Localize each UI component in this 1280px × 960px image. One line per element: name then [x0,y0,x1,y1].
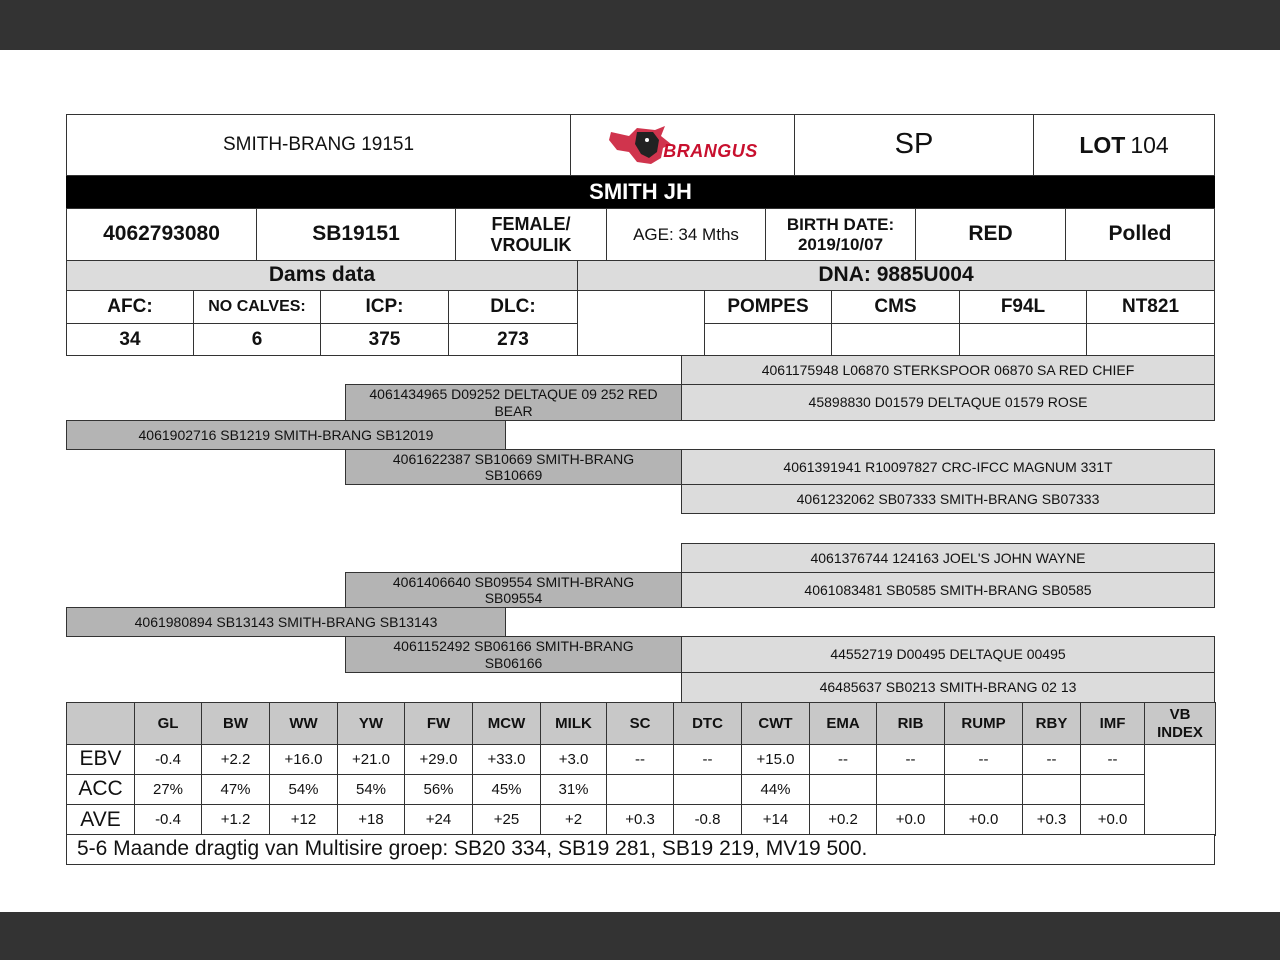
ebv-cell: -- [1022,744,1081,775]
pedigree-sire: 4061902716 SB1219 SMITH-BRANG SB12019 [66,420,506,450]
horn-status: Polled [1065,208,1215,261]
top-band [0,0,1280,50]
ebv-cell: +0.0 [944,804,1023,836]
pedigree-dam-dam-dam: 46485637 SB0213 SMITH-BRANG 02 13 [681,672,1215,703]
ebv-cell: 45% [472,774,541,805]
no-calves-header: NO CALVES: [193,290,321,324]
ebv-header-rump: RUMP [944,702,1023,745]
ebv-cell [606,774,674,805]
lot-label: LOT [1079,131,1126,158]
ebv-cell: -0.4 [134,804,202,836]
dna-test-cms: CMS [831,290,960,324]
ebv-cell: 31% [540,774,607,805]
ebv-cell: -- [944,744,1023,775]
ebv-row-label-ebv: EBV [66,744,135,775]
ebv-header-dtc: DTC [673,702,742,745]
ebv-cell: 44% [741,774,810,805]
dna-result-pompes [704,323,832,356]
ebv-cell: +15.0 [741,744,810,775]
ebv-cell: +0.3 [1022,804,1081,836]
birth-date-label: BIRTH DATE: [786,214,895,234]
ebv-header-gl: GL [134,702,202,745]
dna-title: DNA: 9885U004 [577,260,1215,291]
ebv-cell: +16.0 [269,744,338,775]
sex: FEMALE/ VROULIK [455,208,607,261]
afc-value: 34 [66,323,194,356]
ebv-cell: +0.3 [606,804,674,836]
lot-number: 104 [1130,131,1169,158]
age: AGE: 34 Mths [606,208,766,261]
pedigree-dam-sire-sire: 4061376744 124163 JOEL'S JOHN WAYNE [681,543,1215,573]
dlc-header: DLC: [448,290,578,324]
ebv-header-ww: WW [269,702,338,745]
ebv-cell: +12 [269,804,338,836]
ebv-cell: +29.0 [404,744,473,775]
ebv-cell [876,774,945,805]
ebv-cell [809,774,877,805]
birth-date: 2019/10/07 [797,234,884,254]
pedigree-sire-dam-dam: 4061232062 SB07333 SMITH-BRANG SB07333 [681,484,1215,514]
ebv-header-corner [66,702,135,745]
ebv-cell: 54% [337,774,405,805]
ebv-header-vb-index: VB INDEX [1144,702,1216,745]
pedigree-dam-sire-dam: 4061083481 SB0585 SMITH-BRANG SB0585 [681,572,1215,608]
category-code: SP [794,114,1034,176]
ebv-cell: -- [809,744,877,775]
animal-name: SMITH-BRANG 19151 [66,114,571,176]
dna-result-cms [831,323,960,356]
icp-header: ICP: [320,290,449,324]
ebv-cell: +25 [472,804,541,836]
lot-cell [1033,114,1215,176]
pedigree-sire-sire-sire: 4061175948 L06870 STERKSPOOR 06870 SA RED CHIEF [681,355,1215,385]
dna-test-f94l: F94L [959,290,1087,324]
ebv-row-label-ave: AVE [66,804,135,836]
vb-index-value [1144,744,1216,836]
ebv-cell: 27% [134,774,202,805]
ebv-cell: +0.0 [876,804,945,836]
ebv-header-milk: MILK [540,702,607,745]
pedigree-sire-dam-sire: 4061391941 R10097827 CRC-IFCC MAGNUM 331T [681,449,1215,485]
registration-number: 4062793080 [66,208,257,261]
ebv-cell: +33.0 [472,744,541,775]
ebv-cell: -0.8 [673,804,742,836]
dna-test-nt821: NT821 [1086,290,1215,324]
pedigree-sire-sire-dam: 45898830 D01579 DELTAQUE 01579 ROSE [681,384,1215,421]
afc-header: AFC: [66,290,194,324]
ebv-cell: +0.2 [809,804,877,836]
ebv-cell: +2 [540,804,607,836]
ebv-header-fw: FW [404,702,473,745]
ebv-cell: +1.2 [201,804,270,836]
ebv-cell: +21.0 [337,744,405,775]
ebv-cell: 47% [201,774,270,805]
ebv-header-yw: YW [337,702,405,745]
ebv-header-imf: IMF [1080,702,1145,745]
ebv-header-mcw: MCW [472,702,541,745]
pedigree-dam-sire: 4061406640 SB09554 SMITH-BRANG SB09554 [345,572,682,608]
ebv-cell: +18 [337,804,405,836]
ebv-cell: -0.4 [134,744,202,775]
ebv-header-bw: BW [201,702,270,745]
pedigree-dam-dam: 4061152492 SB06166 SMITH-BRANG SB06166 [345,636,682,673]
ebv-cell: 56% [404,774,473,805]
birth-date-cell [765,208,916,261]
breeder-name: SMITH JH [66,176,1215,208]
pregnancy-note: 5-6 Maande dragtig van Multisire groep: SB20 334, SB19 281, SB19 219, MV19 500. [66,834,1215,865]
ebv-header-sc: SC [606,702,674,745]
ebv-cell: -- [606,744,674,775]
ebv-cell: +3.0 [540,744,607,775]
no-calves-value: 6 [193,323,321,356]
brand-text: BRANGUS [663,140,758,161]
brand-logo [570,114,795,176]
dna-empty-cell [577,290,705,356]
color: RED [915,208,1066,261]
ebv-cell: +2.2 [201,744,270,775]
dna-result-f94l [959,323,1087,356]
ebv-cell: +14 [741,804,810,836]
ebv-cell: -- [1080,744,1145,775]
ebv-cell [1080,774,1145,805]
ebv-header-rby: RBY [1022,702,1081,745]
pedigree-dam-dam-sire: 44552719 D00495 DELTAQUE 00495 [681,636,1215,673]
ebv-cell: -- [673,744,742,775]
ebv-cell [944,774,1023,805]
ebv-cell: +0.0 [1080,804,1145,836]
dna-result-nt821 [1086,323,1215,356]
ebv-cell: 54% [269,774,338,805]
bottom-band [0,912,1280,960]
icp-value: 375 [320,323,449,356]
ebv-header-rib: RIB [876,702,945,745]
ebv-cell: -- [876,744,945,775]
animal-id: SB19151 [256,208,456,261]
ebv-row-label-acc: ACC [66,774,135,805]
dlc-value: 273 [448,323,578,356]
ebv-cell [1022,774,1081,805]
pedigree-sire-dam: 4061622387 SB10669 SMITH-BRANG SB10669 [345,449,682,485]
dna-test-pompes: POMPES [704,290,832,324]
ebv-cell [673,774,742,805]
pedigree-sire-sire: 4061434965 D09252 DELTAQUE 09 252 RED BEAR [345,384,682,421]
ebv-header-ema: EMA [809,702,877,745]
pedigree-dam: 4061980894 SB13143 SMITH-BRANG SB13143 [66,607,506,637]
dams-title: Dams data [66,260,578,291]
ebv-header-cwt: CWT [741,702,810,745]
ebv-cell: +24 [404,804,473,836]
